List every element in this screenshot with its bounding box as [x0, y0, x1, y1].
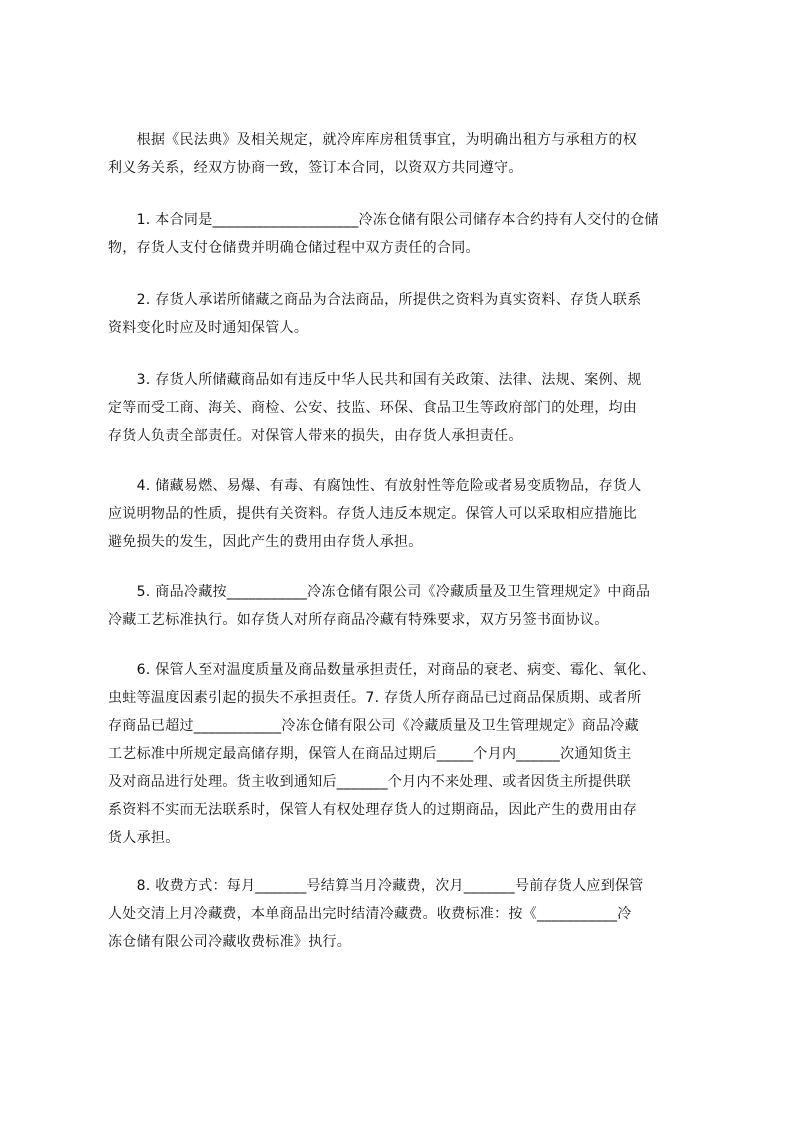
text-line: 避免损失的发生，因此产生的费用由存货人承担。	[108, 534, 423, 550]
text-line: 物，存货人支付仓储费并明确仓储过程中双方责任的合同。	[108, 240, 480, 256]
text-line: 冻仓储有限公司冷藏收费标准》执行。	[108, 934, 352, 950]
text-line: 资料变化时应及时通知保管人。	[108, 320, 309, 336]
text-line: 8. 收费方式：每月_______号结算当月冷藏费，次月_______号前存货人应到保管	[108, 878, 644, 894]
text-line: 应说明物品的性质，提供有关资料。存货人违反本规定。保管人可以采取相应措施比	[108, 506, 638, 522]
text-line: 存货人负责全部责任。对保管人带来的损失，由存货人承担责任。	[108, 428, 523, 444]
text-line: 系资料不实而无法联系时，保管人有权处理存货人的过期商品，因此产生的费用由存	[108, 802, 638, 818]
text-line: 6. 保管人至对温度质量及商品数量承担责任，对商品的衰老、病变、霉化、氧化、	[108, 662, 656, 678]
paragraph-clause-4	[108, 472, 698, 556]
text-line: 及对商品进行处理。货主收到通知后_______个月内不来处理、或者因货主所提供联	[108, 774, 631, 790]
text-line: 1. 本合同是____________________冷冻仓储有限公司储存本合约持有人交付的仓储	[108, 212, 659, 228]
text-line: 货人承担。	[108, 830, 180, 846]
paragraph-clause-2	[108, 286, 698, 342]
text-line: 存商品已超过____________冷冻仓储有限公司《冷藏质量及卫生管理规定》商品冷藏	[108, 718, 639, 734]
paragraph-clause-6-7	[108, 656, 698, 852]
text-line: 5. 商品冷藏按___________冷冻仓储有限公司《冷藏质量及卫生管理规定》中商品	[108, 584, 651, 600]
paragraph-intro	[108, 126, 698, 182]
paragraph-clause-1	[108, 206, 698, 262]
text-line: 4. 储藏易燃、易爆、有毒、有腐蚀性、有放射性等危险或者易变质物品，存货人	[108, 478, 642, 494]
text-line: 虫蛀等温度因素引起的损失不承担责任。7. 存货人所存商品已过商品保质期、或者所	[108, 690, 642, 706]
text-line: 定等而受工商、海关、商检、公安、技监、环保、食品卫生等政府部门的处理，均由	[108, 400, 638, 416]
text-line: 利义务关系，经双方协商一致，签订本合同，以资双方共同遵守。	[108, 160, 523, 176]
text-line: 根据《民法典》及相关规定，就冷库库房租赁事宜，为明确出租方与承租方的权	[108, 132, 638, 148]
paragraph-clause-5	[108, 578, 698, 634]
text-line: 人处交清上月冷藏费，本单商品出完时结清冷藏费。收费标准：按《___________冷	[108, 906, 632, 922]
text-line: 2. 存货人承诺所储藏之商品为合法商品，所提供之资料为真实资料、存货人联系	[108, 292, 642, 308]
text-line: 冷藏工艺标准执行。如存货人对所存商品冷藏有特殊要求，双方另签书面协议。	[108, 612, 609, 628]
text-line: 3. 存货人所储藏商品如有违反中华人民共和国有关政策、法律、法规、案例、规	[108, 372, 642, 388]
paragraph-clause-8	[108, 872, 698, 956]
text-line: 工艺标准中所规定最高储存期，保管人在商品过期后_____个月内______次通知货主	[108, 746, 632, 762]
paragraph-clause-3	[108, 366, 698, 450]
